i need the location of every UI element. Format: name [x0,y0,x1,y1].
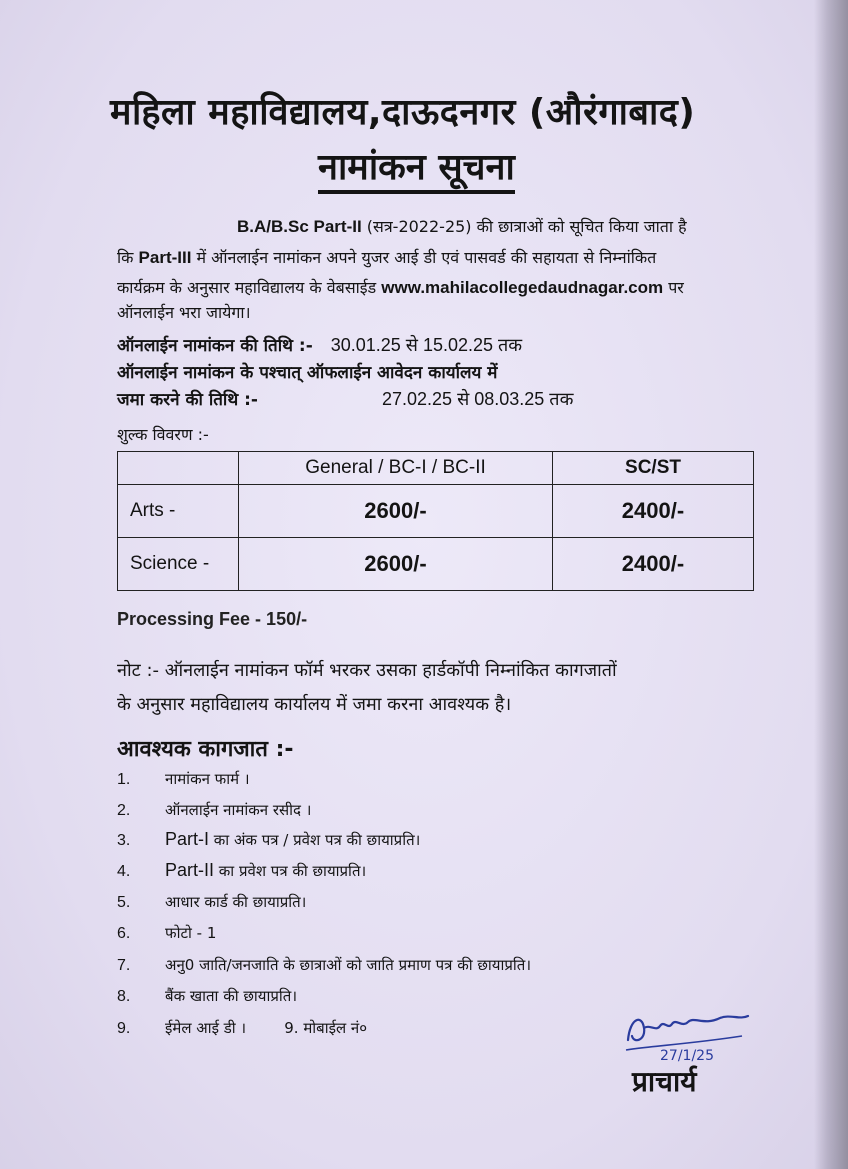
college-title: महिला महाविद्यालय,दाऊदनगर (औरंगाबाद) [110,92,696,133]
fee-row-science [118,538,754,591]
item-text: फोटो - 1 [165,924,217,942]
fee-row-arts [118,485,754,538]
processing-fee: Processing Fee - 150/- [117,609,308,629]
fee-header-row [118,452,754,485]
item-number: 5. [117,894,131,911]
item-text: ईमेल आई डी । 9. मोबाईल नं० [165,1019,368,1037]
item-number: 4. [117,863,131,880]
offline-date-text: 27.02.25 से 08.03.25 तक [382,389,574,409]
item-number: 8. [117,988,131,1005]
notice-title: नामांकन सूचना [318,148,515,194]
fee-stream-science: Science - [118,538,239,591]
offline-date-value [382,387,573,411]
item-part-label: Part-I [165,829,210,849]
documents-heading: आवश्यक कागजात :- [117,737,294,762]
online-date-value: 30.01.25 से 15.02.25 तक [330,335,523,355]
fee-header-scst: SC/ST [553,452,754,485]
intro-line-1 [237,215,687,237]
offline-label-line-2: जमा करने की तिथि :- [117,390,258,410]
course-label: B.A/B.Sc Part-II [237,217,362,236]
part-label: Part-III [138,248,192,267]
item-text: आधार कार्ड की छायाप्रति। [165,893,307,911]
document-item [117,860,366,881]
online-date-label: ऑनलाईन नामांकन की तिथि :- [117,336,313,356]
offline-label-line-1: ऑनलाईन नामांकन के पश्चात् ऑफलाईन आवेदन कार्यालय में [117,363,498,383]
document-item [117,923,216,943]
document-item [117,769,250,789]
item-number: 2. [117,802,131,819]
website-link[interactable]: www.mahilacollegedaudnagar.com [381,278,664,297]
fee-science-general: 2600/- [239,538,553,591]
fee-stream-arts: Arts - [118,485,239,538]
item-text: बैंक खाता की छायाप्रति। [165,987,298,1005]
intro-line-2-prefix: कि [117,248,139,267]
item-number: 3. [117,832,131,849]
fee-label: शुल्क विवरण :- [117,425,209,444]
document-item [117,955,531,975]
document-item [117,829,420,850]
fee-arts-scst: 2400/- [553,485,754,538]
intro-line-4: ऑनलाईन भरा जायेगा। [117,303,251,322]
intro-line-3 [117,276,684,298]
item-text: ऑनलाईन नामांकन रसीद । [165,801,312,819]
item-part-label: Part-II [165,860,215,880]
signature-date: 27/1/25 [660,1048,714,1062]
intro-line-1-text: (सत्र-2022-25) की छात्राओं को सूचित किया जाता है [361,217,687,236]
fee-table [117,451,754,591]
document-item [117,800,311,820]
item-number: 1. [117,771,131,788]
item-number: 7. [117,957,131,974]
principal-designation: प्राचार्य [632,1065,697,1098]
scan-edge-shadow [814,0,848,1169]
document-item [117,892,306,912]
intro-line-3-text: कार्यक्रम के अनुसार महाविद्यालय के वेबसाईड [117,278,382,297]
online-date-line [117,333,522,357]
item-text: नामांकन फार्म । [165,770,250,788]
fee-science-scst: 2400/- [553,538,754,591]
note-line-1: नोट :- ऑनलाईन नामांकन फॉर्म भरकर उसका हार्डकॉपी निम्नांकित कागजातों [117,660,617,681]
document-item [117,986,297,1006]
fee-header-general: General / BC-I / BC-II [239,452,553,485]
fee-arts-general: 2600/- [239,485,553,538]
item-text: का अंक पत्र / प्रवेश पत्र की छायाप्रति। [209,831,421,849]
item-text: अनु0 जाति/जनजाति के छात्राओं को जाति प्रमाण पत्र की छायाप्रति। [165,956,532,974]
intro-line-2-text: में ऑनलाईन नामांकन अपने युजर आई डी एवं पासवर्ड की सहायता से निम्नांकित [191,248,657,267]
item-text: का प्रवेश पत्र की छायाप्रति। [214,862,367,880]
item-number: 9. [117,1020,131,1037]
intro-line-3-suffix: पर [663,278,684,297]
note-line-2: के अनुसार महाविद्यालय कार्यालय में जमा करना आवश्यक है। [117,694,512,715]
intro-line-2 [117,246,656,268]
signature-scrawl [620,1006,760,1062]
fee-header-blank [118,452,239,485]
document-item [117,1018,367,1038]
item-number: 6. [117,925,131,942]
